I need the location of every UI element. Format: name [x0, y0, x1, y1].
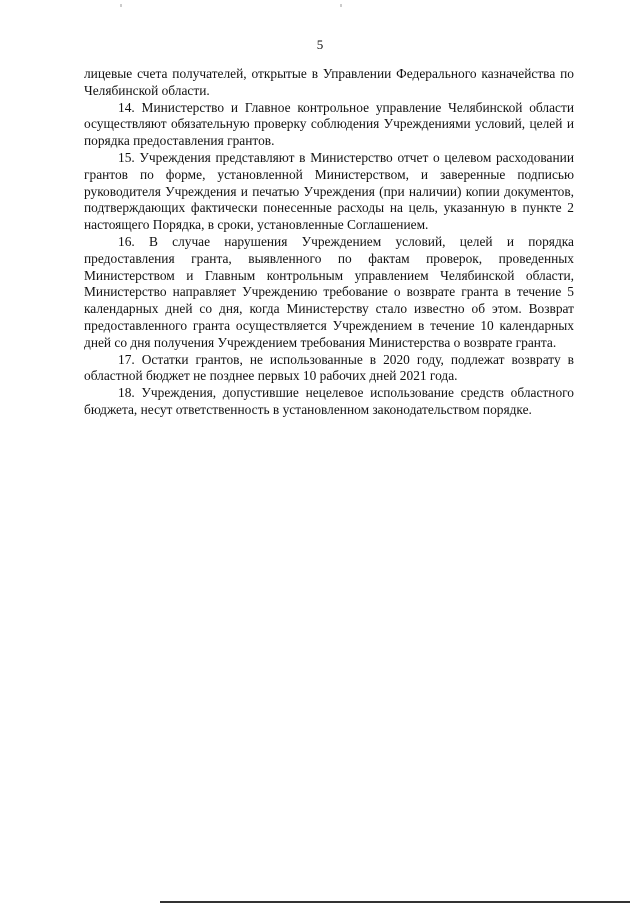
paragraph-14: 14. Министерство и Главное контрольное управление Челябинской области осуществляют обязательную проверку соблюдения Учреждениями условий, целей и порядка предоставления грантов. — [84, 99, 574, 149]
page-number: 5 — [316, 37, 324, 52]
scan-bottom-edge — [160, 901, 630, 903]
paragraph-continuation: лицевые счета получателей, открытые в Управлении Федерального казначейства по Челябинской области. — [84, 66, 574, 98]
paragraph-17: 17. Остатки грантов, не использованные в 2020 году, подлежат возврату в областной бюджет не позднее первых 10 рабочих дней 2021 года. — [84, 351, 574, 384]
paragraph-16: 16. В случае нарушения Учреждением условий, целей и порядка предоставления гранта, выявленного по фактам проверок, проведенных Министерством и Главным контрольным управлением Челябинской области, Министерство направляет Учреждению требование о возврате гранта в течение 5 календарных дней со дня, когда Министерству стало известно об этом. Возврат предоставленного гранта осуществляется Учреждением в течение 10 календарных дней со дня получения Учреждением требования Министерства о возврате гранта. — [84, 233, 574, 350]
paragraph-15: 15. Учреждения представляют в Министерство отчет о целевом расходовании грантов по форме, установленной Министерством, и заверенные подписью руководителя Учреждения и печатью Учреждения (при наличии) копии документов, подтверждающих фактически понесенные расходы на цель, указанную в пункте 2 настоящего Порядка, в сроки, установленные Соглашением. — [84, 149, 574, 233]
scan-artifact — [120, 4, 122, 7]
paragraph-18: 18. Учреждения, допустившие нецелевое использование средств областного бюджета, несут ответственность в установленном законодательством порядке. — [84, 385, 574, 417]
scan-artifact — [340, 4, 342, 7]
document-body — [84, 66, 574, 419]
